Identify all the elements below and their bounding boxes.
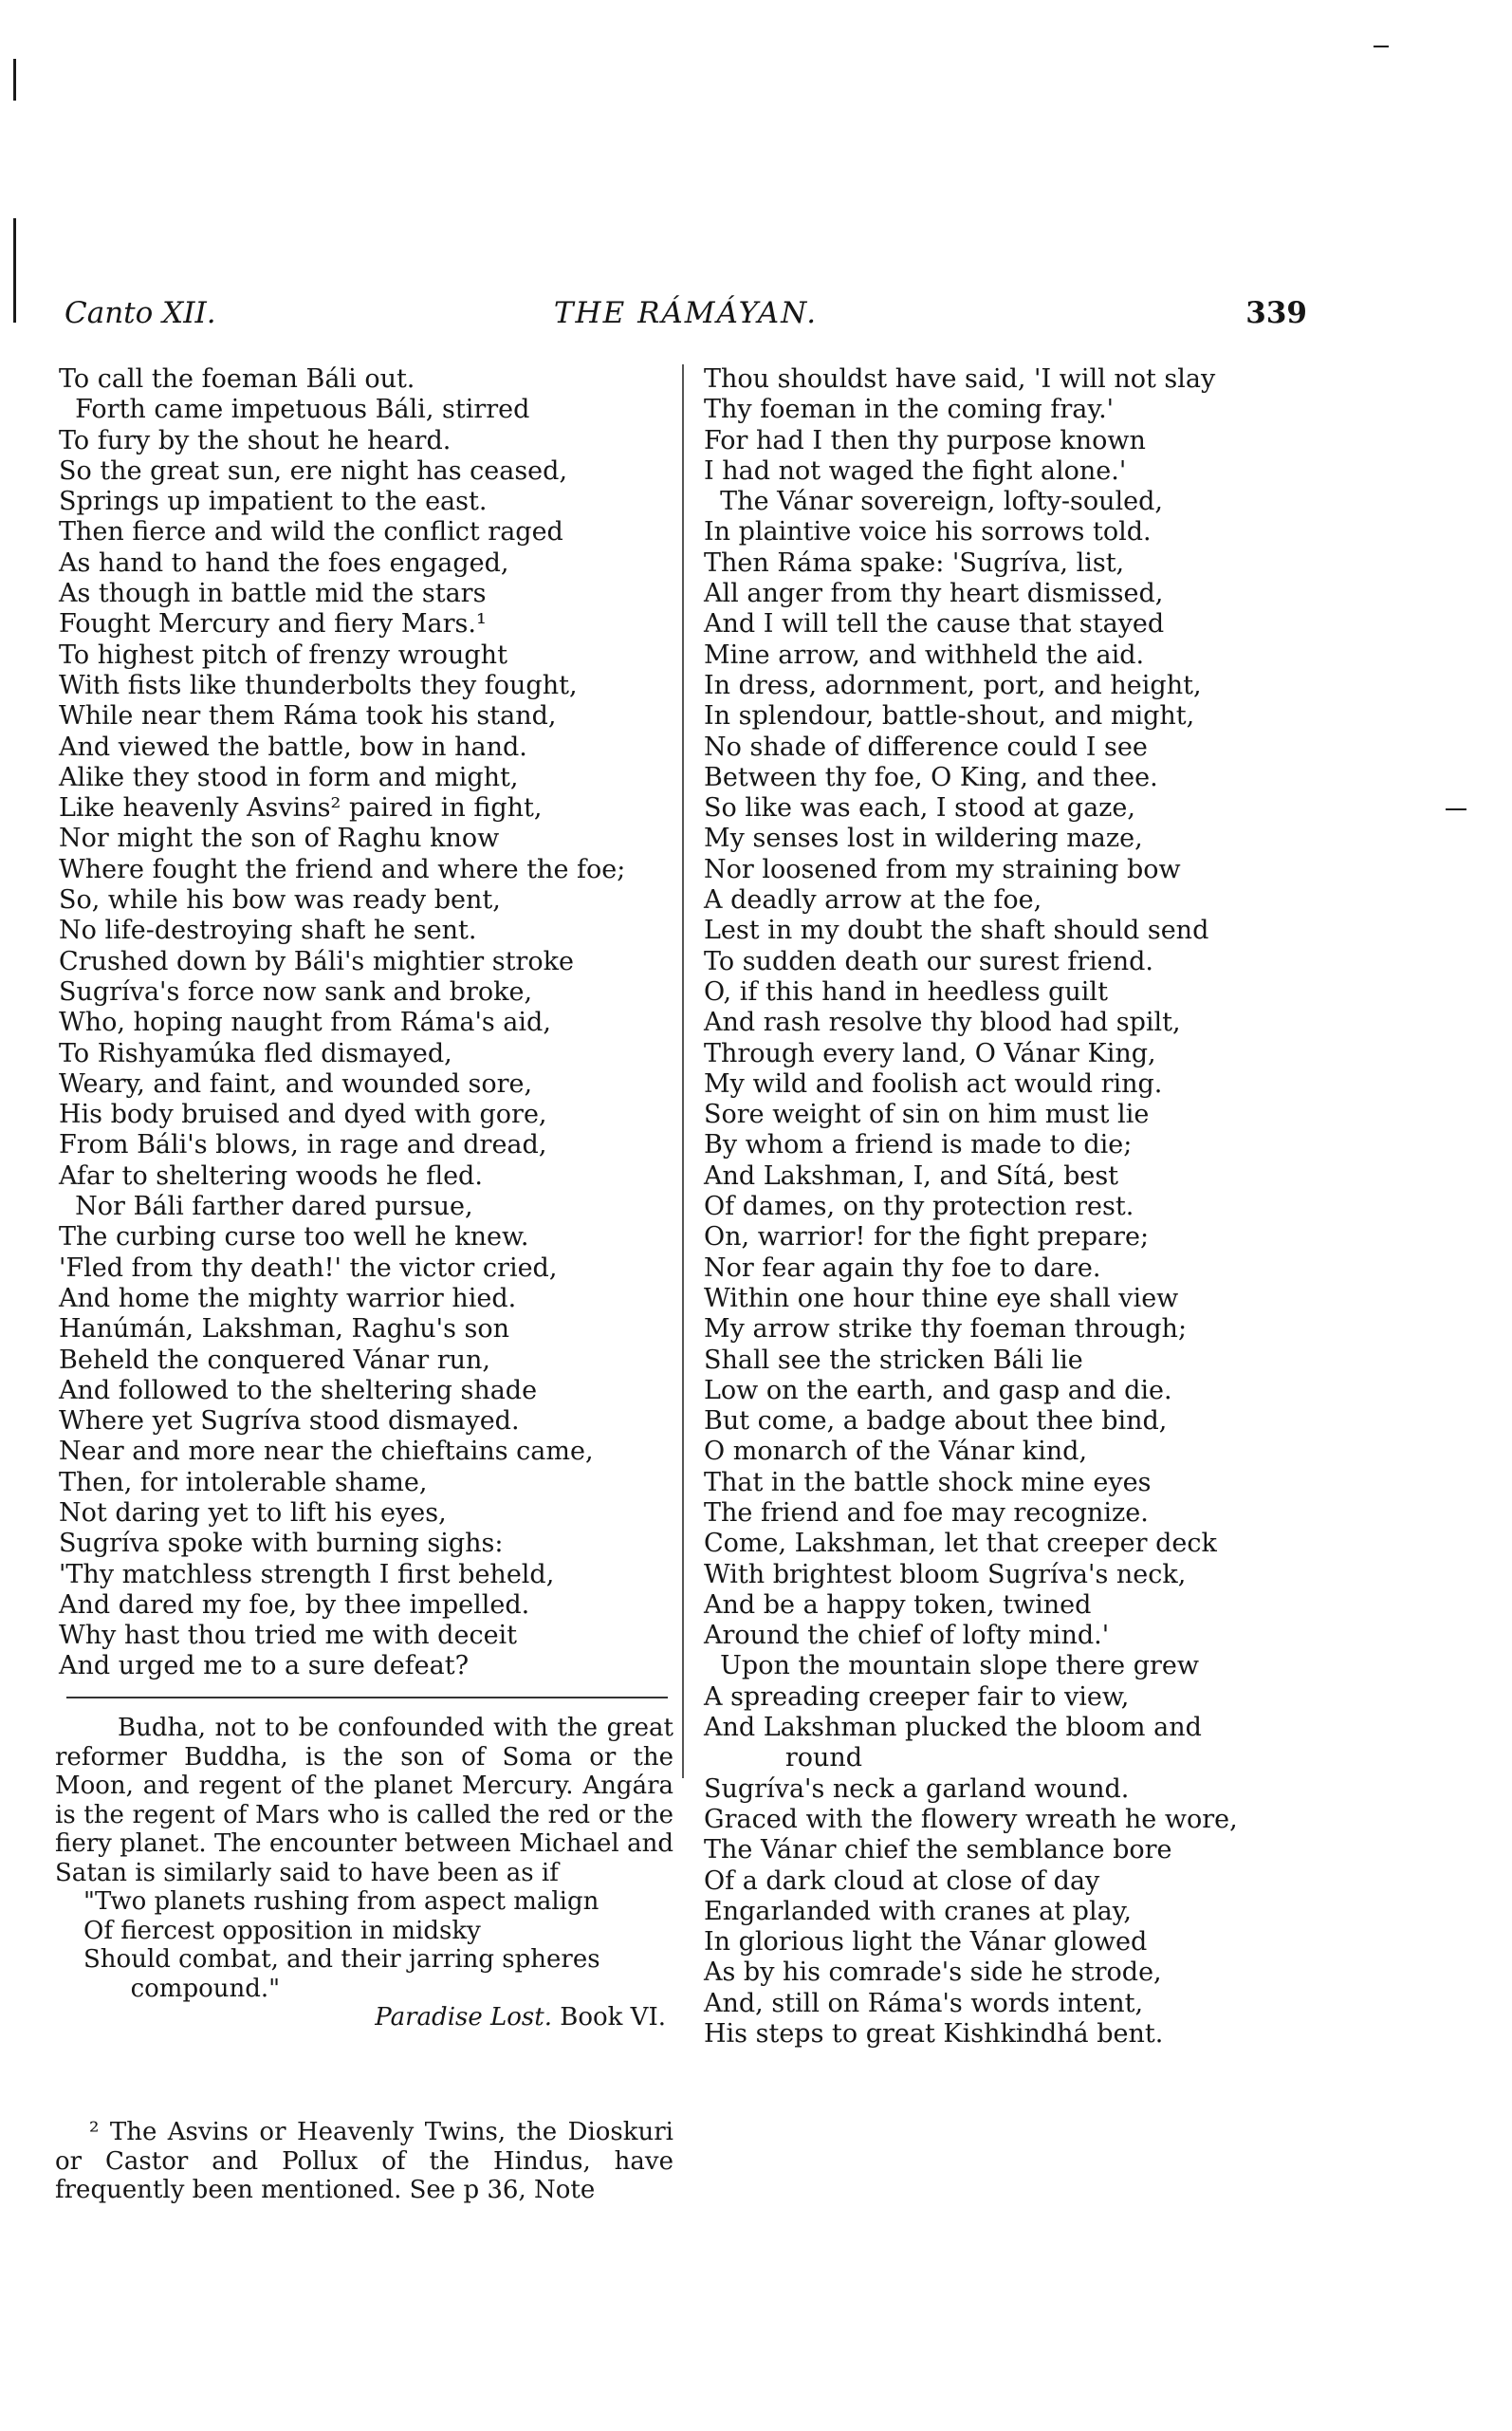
footnote-1-citation bbox=[55, 2003, 673, 2032]
verse-line: To Rishyamúka fled dismayed, bbox=[59, 1038, 452, 1068]
verse-line: Why hast thou tried me with deceit bbox=[59, 1621, 518, 1651]
verse-line: From Báli's blows, in rage and dread, bbox=[59, 1130, 547, 1160]
verse-line: Engarlanded with cranes at play, bbox=[704, 1896, 1132, 1926]
verse-line: Afar to sheltering woods he fled. bbox=[59, 1160, 483, 1191]
verse-line: That in the battle shock mine eyes bbox=[704, 1467, 1152, 1497]
verse-line: While near them Ráma took his stand, bbox=[59, 701, 557, 732]
verse-line: Within one hour thine eye shall view bbox=[704, 1283, 1179, 1313]
verse-line: And Lakshman plucked the bloom and bbox=[704, 1713, 1202, 1743]
page-number: 339 bbox=[1245, 296, 1307, 330]
verse-line: To fury by the shout he heard. bbox=[59, 425, 452, 455]
verse-line: And I will tell the cause that stayed bbox=[704, 609, 1165, 640]
verse-line: Of dames, on thy protection rest. bbox=[704, 1192, 1134, 1222]
footnote-2-text: ² The Asvins or Heavenly Twins, the Dioskuri or Castor and Pollux of the Hindus, have frequently been mentioned. See p 36, Note bbox=[55, 2118, 673, 2204]
verse-line: Then, for intolerable shame, bbox=[59, 1467, 428, 1497]
verse-line: All anger from thy heart dismissed, bbox=[704, 579, 1164, 609]
verse-line: The Vánar chief the semblance bore bbox=[704, 1835, 1172, 1865]
verse-line: Then Ráma spake: 'Sugríva, list, bbox=[704, 547, 1125, 578]
verse-line: My wild and foolish act would ring. bbox=[704, 1068, 1163, 1099]
verse-line: Low on the earth, and gasp and die. bbox=[704, 1375, 1172, 1405]
verse-line: And followed to the sheltering shade bbox=[59, 1375, 538, 1405]
verse-line: On, warrior! for the fight prepare; bbox=[704, 1222, 1150, 1253]
verse-line: Weary, and faint, and wounded sore, bbox=[59, 1068, 533, 1099]
verse-line: The curbing curse too well he knew. bbox=[59, 1222, 529, 1253]
verse-line: Like heavenly Asvins² paired in fight, bbox=[59, 793, 543, 824]
verse-line: In glorious light the Vánar glowed bbox=[704, 1927, 1148, 1958]
verse-line: Around the chief of lofty mind.' bbox=[704, 1621, 1110, 1651]
verse-line: And be a happy token, twined bbox=[704, 1589, 1092, 1620]
verse-line: And dared my foe, by thee impelled. bbox=[59, 1589, 530, 1620]
verse-line: O monarch of the Vánar kind, bbox=[704, 1437, 1088, 1467]
verse-line: To sudden death our surest friend. bbox=[704, 946, 1154, 976]
scan-edge-mark bbox=[13, 59, 16, 101]
verse-line: Crushed down by Báli's mightier stroke bbox=[59, 946, 574, 976]
verse-line: Near and more near the chieftains came, bbox=[59, 1437, 594, 1467]
verse-line: With brightest bloom Sugríva's neck, bbox=[704, 1559, 1187, 1589]
verse-line: Nor fear again thy foe to dare. bbox=[704, 1253, 1101, 1283]
verse-line: round bbox=[704, 1743, 863, 1773]
verse-line: In plaintive voice his sorrows told. bbox=[704, 517, 1152, 547]
verse-line: Springs up impatient to the east. bbox=[59, 487, 488, 517]
verse-line: Sore weight of sin on him must lie bbox=[704, 1100, 1150, 1130]
verse-line: Nor loosened from my straining bow bbox=[704, 854, 1181, 884]
verse-line: Thou shouldst have said, 'I will not slay bbox=[704, 364, 1216, 394]
verse-line: Hanúmán, Lakshman, Raghu's son bbox=[59, 1314, 510, 1345]
verse-line: Sugríva's force now sank and broke, bbox=[59, 976, 533, 1007]
verse-line: 'Thy matchless strength I first beheld, bbox=[59, 1559, 555, 1589]
verse-line: And viewed the battle, bow in hand. bbox=[59, 732, 527, 762]
verse-line: By whom a friend is made to die; bbox=[704, 1130, 1133, 1160]
verse-line: As though in battle mid the stars bbox=[59, 579, 487, 609]
verse-line: My senses lost in wildering maze, bbox=[704, 824, 1143, 854]
verse-line: To call the foeman Báli out. bbox=[59, 364, 415, 394]
verse-line: Sugríva spoke with burning sighs: bbox=[59, 1529, 504, 1559]
verse-line: I had not waged the fight alone.' bbox=[704, 455, 1127, 486]
verse-line: Nor might the son of Raghu know bbox=[59, 824, 500, 854]
verse-line: Where yet Sugríva stood dismayed. bbox=[59, 1406, 520, 1437]
verse-line: And, still on Ráma's words intent, bbox=[704, 1988, 1144, 2018]
verse-line: As hand to hand the foes engaged, bbox=[59, 547, 509, 578]
verse-line: And urged me to a sure defeat? bbox=[59, 1651, 470, 1681]
verse-line: So like was each, I stood at gaze, bbox=[704, 793, 1135, 824]
verse-line: Shall see the stricken Báli lie bbox=[704, 1345, 1083, 1375]
verse-line: Fought Mercury and fiery Mars.¹ bbox=[59, 609, 487, 640]
verse-line: Come, Lakshman, let that creeper deck bbox=[704, 1529, 1217, 1559]
verse-line: The Vánar sovereign, lofty-souled, bbox=[704, 487, 1164, 517]
footnote-1 bbox=[55, 1714, 673, 2032]
left-verse-column bbox=[59, 364, 666, 1682]
verse-line: But come, a badge about thee bind, bbox=[704, 1406, 1168, 1437]
verse-line: Alike they stood in form and might, bbox=[59, 762, 519, 792]
verse-line: Between thy foe, O King, and thee. bbox=[704, 762, 1158, 792]
scan-edge-mark bbox=[1446, 808, 1466, 810]
citation-work: Paradise Lost. bbox=[375, 2003, 552, 2032]
verse-line: Then fierce and wild the conflict raged bbox=[59, 517, 563, 547]
verse-line: O, if this hand in heedless guilt bbox=[704, 976, 1108, 1007]
verse-line: A spreading creeper fair to view, bbox=[704, 1681, 1130, 1712]
verse-line: And home the mighty warrior hied. bbox=[59, 1283, 517, 1313]
canto-label: Canto XII. bbox=[65, 296, 216, 330]
verse-line: So, while his bow was ready bent, bbox=[59, 885, 501, 916]
verse-line: His body bruised and dyed with gore, bbox=[59, 1100, 547, 1130]
running-title: THE RÁMÁYAN. bbox=[553, 296, 819, 330]
page-header bbox=[65, 296, 1307, 338]
verse-line: His steps to great Kishkindhá bent. bbox=[704, 2019, 1164, 2050]
scan-edge-mark bbox=[1374, 46, 1389, 47]
verse-line: The friend and foe may recognize. bbox=[704, 1497, 1149, 1528]
verse-line: A deadly arrow at the foe, bbox=[704, 885, 1042, 916]
verse-line: Forth came impetuous Báli, stirred bbox=[59, 395, 530, 425]
verse-line: 'Fled from thy death!' the victor cried, bbox=[59, 1253, 558, 1283]
verse-line: Who, hoping naught from Ráma's aid, bbox=[59, 1008, 551, 1038]
citation-book: Book VI. bbox=[560, 2003, 666, 2032]
verse-line: And rash resolve thy blood had spilt, bbox=[704, 1008, 1181, 1038]
verse-line: In splendour, battle-shout, and might, bbox=[704, 701, 1195, 732]
verse-line: For had I then thy purpose known bbox=[704, 425, 1146, 455]
verse-line: Graced with the flowery wreath he wore, bbox=[704, 1804, 1238, 1834]
column-divider bbox=[682, 364, 684, 1778]
verse-line: With fists like thunderbolts they fought, bbox=[59, 670, 578, 700]
verse-line: Thy foeman in the coming fray.' bbox=[704, 395, 1115, 425]
verse-line: Where fought the friend and where the foe; bbox=[59, 854, 626, 884]
verse-line: Upon the mountain slope there grew bbox=[704, 1651, 1199, 1681]
verse-line: As by his comrade's side he strode, bbox=[704, 1958, 1162, 1988]
verse-line: In dress, adornment, port, and height, bbox=[704, 670, 1202, 700]
footnote-2 bbox=[55, 2118, 673, 2205]
verse-line: Of a dark cloud at close of day bbox=[704, 1865, 1100, 1896]
verse-line: To highest pitch of frenzy wrought bbox=[59, 640, 507, 670]
verse-line: So the great sun, ere night has ceased, bbox=[59, 455, 568, 486]
verse-line: No life-destroying shaft he sent. bbox=[59, 916, 477, 946]
footnote-1-quote: "Two planets rushing from aspect malign Of fiercest opposition in midsky Should combat, and their jarring spheres compound." bbox=[83, 1887, 600, 2003]
verse-line: Mine arrow, and withheld the aid. bbox=[704, 640, 1145, 670]
verse-line: Sugríva's neck a garland wound. bbox=[704, 1773, 1130, 1804]
verse-line: My arrow strike thy foeman through; bbox=[704, 1314, 1188, 1345]
verse-line: No shade of difference could I see bbox=[704, 732, 1148, 762]
verse-line: Not daring yet to lift his eyes, bbox=[59, 1497, 447, 1528]
right-verse-column bbox=[704, 364, 1330, 2050]
verse-line: Lest in my doubt the shaft should send bbox=[704, 916, 1209, 946]
verse-line: Nor Báli farther dared pursue, bbox=[59, 1192, 473, 1222]
verse-line: And Lakshman, I, and Sítá, best bbox=[704, 1160, 1119, 1191]
verse-line: Beheld the conquered Vánar run, bbox=[59, 1345, 491, 1375]
footnote-1-text: Budha, not to be confounded with the great reformer Buddha, is the son of Soma or the Moon, and regent of the planet Mercury. Angára is the regent of Mars who is called the red or the fiery planet. The encounter between Michael and Satan is similarly said to have been as if bbox=[55, 1714, 673, 1887]
footnote-rule bbox=[66, 1697, 668, 1698]
scan-edge-mark bbox=[13, 218, 16, 323]
verse-line: Through every land, O Vánar King, bbox=[704, 1038, 1156, 1068]
